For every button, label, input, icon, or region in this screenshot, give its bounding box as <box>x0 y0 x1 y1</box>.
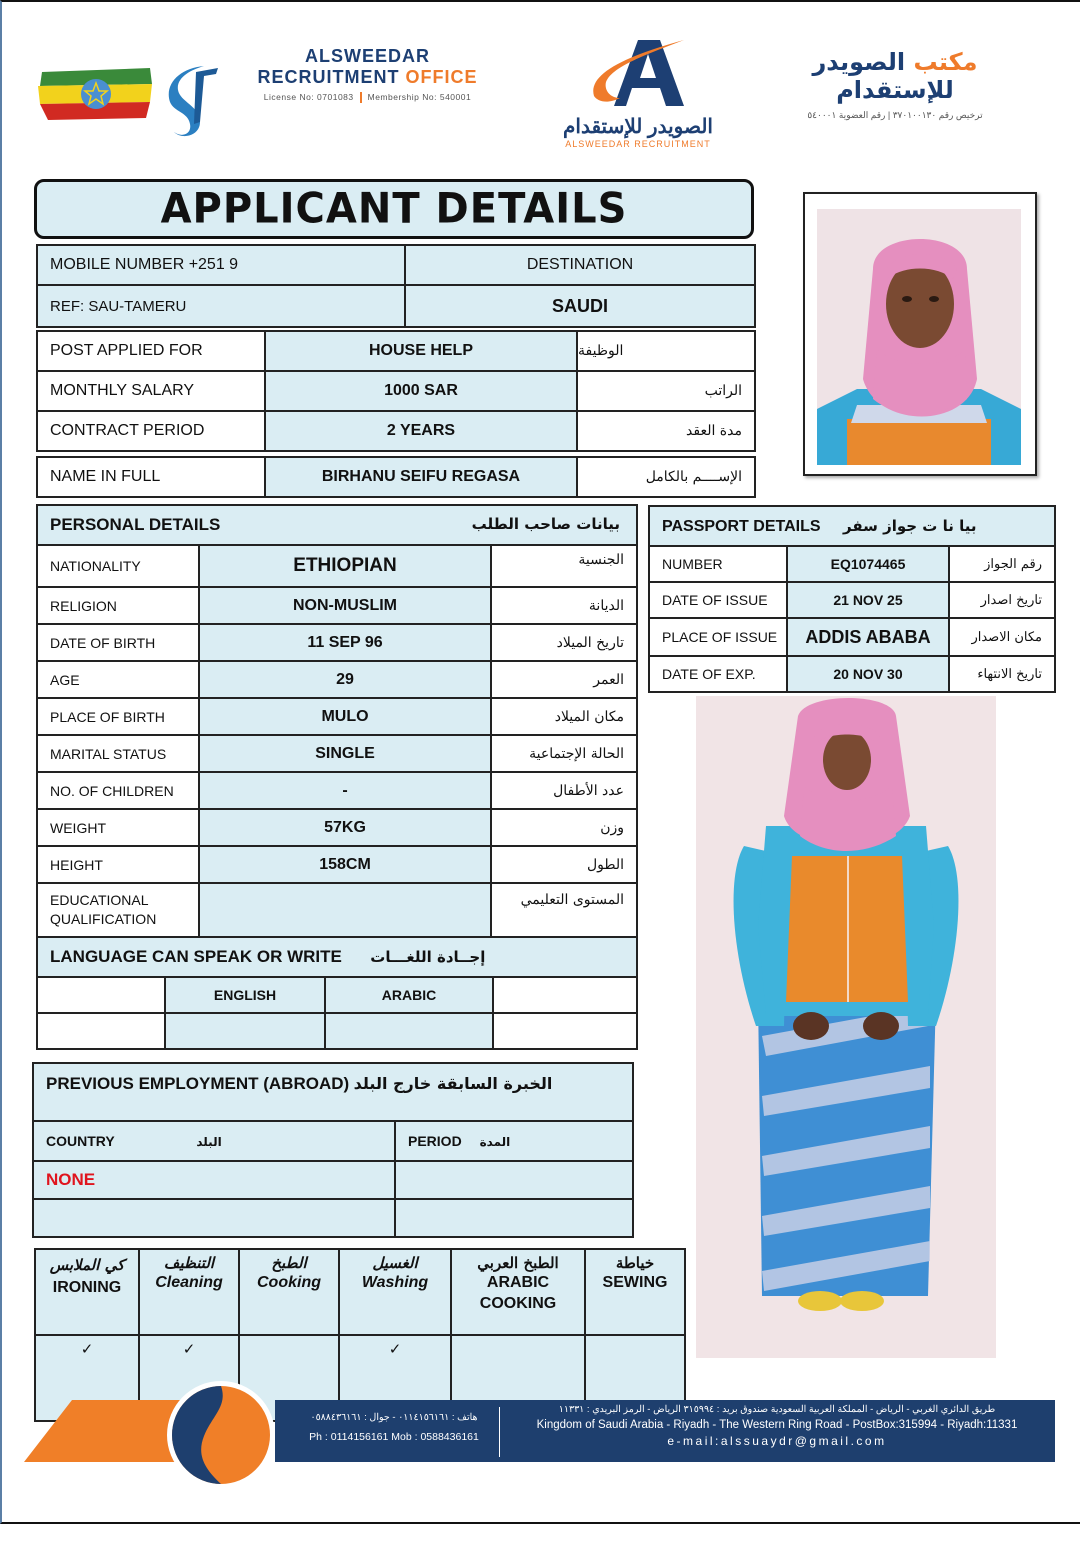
destination-value: SAUDI <box>405 285 755 327</box>
passport-title-ar: بيا نا ت جواز سفر <box>842 516 977 535</box>
personal-label-ar: الديانة <box>491 587 637 624</box>
personal-value: - <box>199 772 491 809</box>
check-icon: ✓ <box>388 1341 402 1358</box>
personal-label-ar: مكان الميلاد <box>491 698 637 735</box>
passport-title: PASSPORT DETAILS <box>662 517 821 535</box>
personal-row <box>37 883 637 937</box>
passport-label: NUMBER <box>649 546 787 582</box>
headshot-photo <box>817 209 1021 465</box>
footer-divider <box>499 1407 500 1457</box>
skill-sewing <box>585 1249 685 1335</box>
personal-label: EDUCATIONAL QUALIFICATION <box>37 883 199 937</box>
brand-name-arabic: مكتب الصويدر للإستقدام <box>812 48 978 104</box>
personal-row <box>37 846 637 883</box>
passport-row <box>649 546 1055 582</box>
personal-label-ar: عدد الأطفال <box>491 772 637 809</box>
reference: REF: SAU-TAMERU <box>37 285 405 327</box>
skill-ar: التنظيف <box>163 1254 215 1272</box>
personal-label-ar: الحالة الإجتماعية <box>491 735 637 772</box>
employment-title: PREVIOUS EMPLOYMENT (ABROAD) <box>46 1074 350 1093</box>
headshot-frame <box>803 192 1037 476</box>
job-row <box>37 331 755 371</box>
language-col-english: ENGLISH <box>165 977 325 1013</box>
personal-label-ar: العمر <box>491 661 637 698</box>
personal-details-title: PERSONAL DETAILS <box>50 515 221 534</box>
skill-ironing <box>35 1249 139 1335</box>
language-cell <box>37 1013 165 1049</box>
license-info: License No: 0701083 Membership No: 540001 <box>263 92 472 102</box>
employment-period <box>395 1199 633 1237</box>
language-title: LANGUAGE CAN SPEAK OR WRITE <box>50 947 342 966</box>
employment-row <box>33 1199 633 1237</box>
footer-orange-shape <box>24 1400 184 1462</box>
period-header <box>395 1121 633 1161</box>
personal-label: MARITAL STATUS <box>37 735 199 772</box>
employment-country <box>33 1199 395 1237</box>
s-emblem-logo <box>160 62 222 140</box>
personal-label-ar: وزن <box>491 809 637 846</box>
logo-arabic-name: الصويدر للإستقدام <box>563 116 713 138</box>
personal-row <box>37 735 637 772</box>
period-label: PERIOD <box>408 1133 462 1149</box>
skill-en: SEWING <box>602 1274 668 1291</box>
personal-row <box>37 624 637 661</box>
personal-label-ar: الطول <box>491 846 637 883</box>
personal-details-table <box>36 504 638 938</box>
skill-en: Washing <box>361 1274 429 1291</box>
personal-value: 11 SEP 96 <box>199 624 491 661</box>
job-row <box>37 371 755 411</box>
passport-row <box>649 618 1055 656</box>
skill-washing <box>339 1249 451 1335</box>
passport-value: 20 NOV 30 <box>787 656 949 692</box>
personal-value: MULO <box>199 698 491 735</box>
license-info-arabic: ترخيص رقم ٣٧٠١٠٠١٣٠ | رقم العضوية ٥٤٠٠٠١ <box>807 110 983 120</box>
employment-table <box>32 1062 634 1238</box>
skill-ar: الطبخ <box>271 1254 307 1272</box>
skill-cooking <box>239 1249 339 1335</box>
passport-label: DATE OF EXP. <box>649 656 787 692</box>
job-label: POST APPLIED FOR <box>37 331 265 371</box>
personal-label: RELIGION <box>37 587 199 624</box>
destination-label: DESTINATION <box>405 245 755 285</box>
passport-value: EQ1074465 <box>787 546 949 582</box>
country-label: COUNTRY <box>46 1133 115 1149</box>
job-label-ar: الراتب <box>577 371 755 411</box>
personal-label: AGE <box>37 661 199 698</box>
job-row <box>37 411 755 451</box>
personal-label: WEIGHT <box>37 809 199 846</box>
ethiopia-flag-logo <box>38 66 154 122</box>
language-col <box>493 977 637 1013</box>
personal-label: HEIGHT <box>37 846 199 883</box>
personal-row <box>37 587 637 624</box>
skill-cleaning <box>139 1249 239 1335</box>
skill-en: Cleaning <box>155 1274 223 1291</box>
skill-en: ARABIC COOKING <box>479 1274 557 1312</box>
job-label: CONTRACT PERIOD <box>37 411 265 451</box>
personal-label-ar: المستوى التعليمي <box>491 883 637 937</box>
personal-value <box>199 883 491 937</box>
passport-value: ADDIS ABABA <box>787 618 949 656</box>
skill-arabic-cooking <box>451 1249 585 1335</box>
personal-label-ar: الجنسية <box>491 545 637 587</box>
personal-details-header <box>37 505 637 545</box>
name-label-ar: الإســــم بالكامل <box>577 457 755 497</box>
personal-row <box>37 698 637 735</box>
full-name: BIRHANU SEIFU REGASA <box>265 457 577 497</box>
footer-phone-ar: هاتف : ٠١١٤١٥٦١٦١ - جوال : ٠٥٨٨٤٣٦١٦١ <box>310 1412 478 1423</box>
employment-period <box>395 1161 633 1199</box>
job-value: HOUSE HELP <box>265 331 577 371</box>
alsweedar-a-logo <box>548 36 728 160</box>
personal-label-ar: تاريخ الميلاد <box>491 624 637 661</box>
personal-details-title-ar: بيانات صاحب الطلب <box>471 515 620 533</box>
name-label: NAME IN FULL <box>37 457 265 497</box>
brand-name-line2: RECRUITMENT OFFICE <box>257 67 478 87</box>
passport-row <box>649 656 1055 692</box>
check-icon: ✓ <box>80 1341 94 1358</box>
period-label-ar: المدة <box>479 1135 511 1149</box>
employment-country: NONE <box>33 1161 395 1199</box>
passport-row <box>649 582 1055 618</box>
personal-value: 57KG <box>199 809 491 846</box>
passport-label-ar: رقم الجواز <box>949 546 1055 582</box>
personal-value: SINGLE <box>199 735 491 772</box>
language-arabic-cell <box>325 1013 493 1049</box>
personal-row <box>37 545 637 587</box>
language-col <box>37 977 165 1013</box>
skill-ar: كي الملابس <box>49 1256 125 1274</box>
full-body-photo <box>696 696 996 1358</box>
check-icon: ✓ <box>182 1341 196 1358</box>
personal-label: DATE OF BIRTH <box>37 624 199 661</box>
personal-value: ETHIOPIAN <box>199 545 491 587</box>
footer-address-en: Kingdom of Saudi Arabia - Riyadh - The Western Ring Road - PostBox:315994 - Riyadh:11331 <box>536 1419 1018 1431</box>
job-value: 2 YEARS <box>265 411 577 451</box>
language-table <box>36 936 638 1050</box>
employment-header <box>33 1063 633 1121</box>
job-label-ar: مدة العقد <box>577 411 755 451</box>
passport-table <box>648 505 1056 693</box>
country-label-ar: البلد <box>196 1135 222 1149</box>
passport-label-ar: تاريخ الانتهاء <box>949 656 1055 692</box>
employment-row <box>33 1161 633 1199</box>
footer-address-ar: طريق الدائري الغربي - الرياض - المملكة العربية السعودية صندوق بريد : ٣١٥٩٩٤ الرياض - الرمز البريدي : ١١٣٣١ <box>558 1404 996 1415</box>
personal-value: 29 <box>199 661 491 698</box>
language-title-ar: إجــادة اللغـــات <box>370 948 486 966</box>
passport-label: DATE OF ISSUE <box>649 582 787 618</box>
skill-ar: الطبخ العربي <box>477 1254 559 1272</box>
skills-table <box>34 1248 686 1422</box>
mobile-number: MOBILE NUMBER +251 9 <box>37 245 405 285</box>
title-box <box>34 179 754 239</box>
job-value: 1000 SAR <box>265 371 577 411</box>
passport-label: PLACE OF ISSUE <box>649 618 787 656</box>
passport-header <box>649 506 1055 546</box>
page-title: APPLICANT DETAILS <box>160 184 628 234</box>
language-col-arabic: ARABIC <box>325 977 493 1013</box>
passport-value: 21 NOV 25 <box>787 582 949 618</box>
language-header <box>37 937 637 977</box>
language-english-cell <box>165 1013 325 1049</box>
personal-label: NO. OF CHILDREN <box>37 772 199 809</box>
skill-ar: الغسيل <box>372 1254 418 1272</box>
footer-circle-logo <box>166 1380 276 1490</box>
personal-value: NON-MUSLIM <box>199 587 491 624</box>
job-label-ar: الوظيفة <box>577 331 755 371</box>
footer-email[interactable]: e-mail:alssuaydr@gmail.com <box>667 1434 887 1448</box>
employment-title-ar: الخبرة السابقة خارج البلد <box>353 1074 553 1093</box>
contact-table <box>36 244 756 328</box>
language-cell <box>493 1013 637 1049</box>
passport-label-ar: تاريخ اصدار <box>949 582 1055 618</box>
personal-value: 158CM <box>199 846 491 883</box>
skill-en: IRONING <box>52 1279 122 1296</box>
personal-row <box>37 809 637 846</box>
passport-label-ar: مكان الاصدار <box>949 618 1055 656</box>
country-header <box>33 1121 395 1161</box>
job-table <box>36 330 756 452</box>
job-label: MONTHLY SALARY <box>37 371 265 411</box>
personal-label: PLACE OF BIRTH <box>37 698 199 735</box>
brand-name-line1: ALSWEEDAR <box>305 46 430 66</box>
skill-en: Cooking <box>257 1274 321 1291</box>
personal-label: NATIONALITY <box>37 545 199 587</box>
personal-row <box>37 661 637 698</box>
personal-row <box>37 772 637 809</box>
footer-phone-en: Ph : 0114156161 Mob : 0588436161 <box>309 1431 479 1443</box>
skill-ar: خياطة <box>615 1254 655 1272</box>
logo-english-name: ALSWEEDAR RECRUITMENT <box>565 139 711 149</box>
name-table <box>36 456 756 498</box>
